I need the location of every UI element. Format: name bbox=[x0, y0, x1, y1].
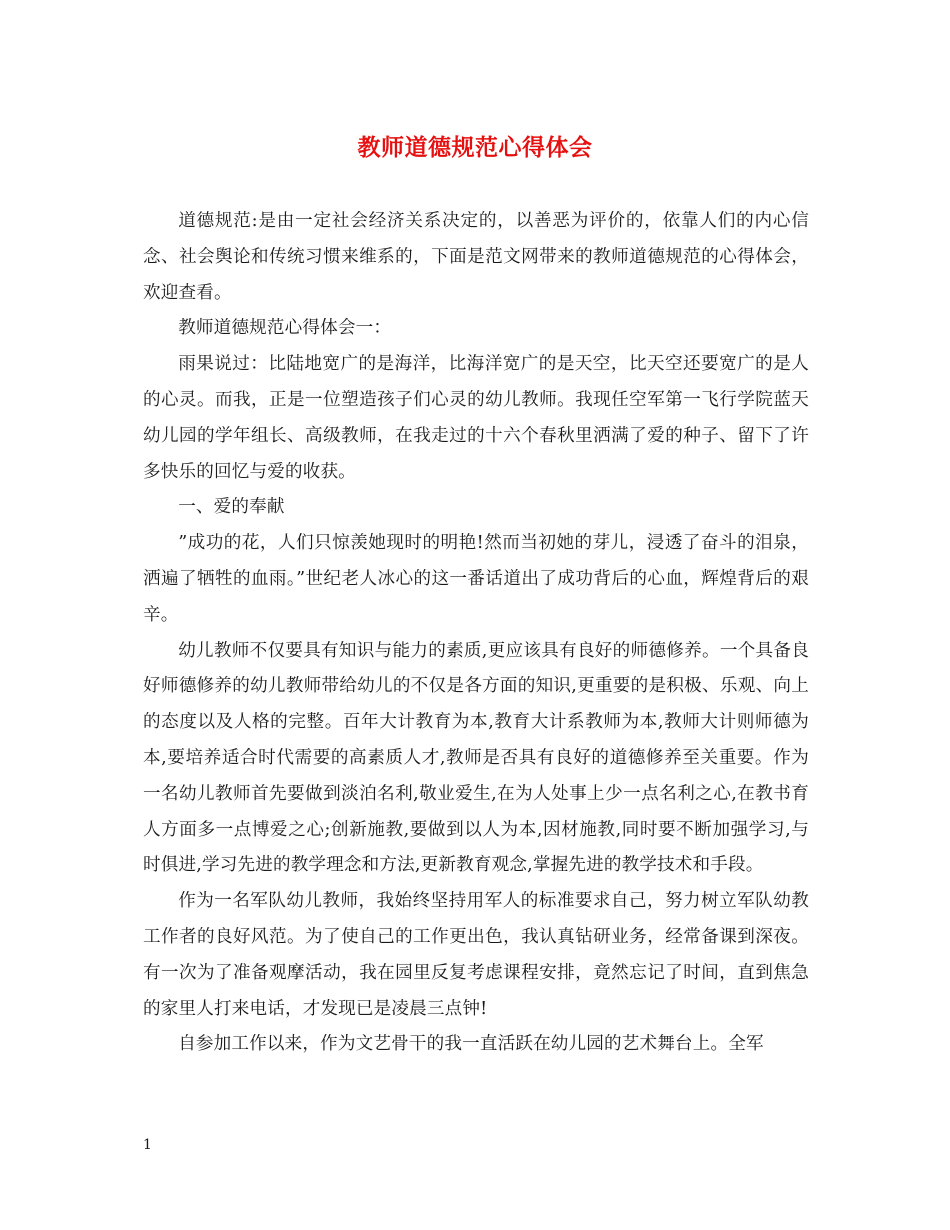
paragraph-intro: 道德规范:是由一定社会经济关系决定的，以善恶为评价的，依靠人们的内心信念、社会舆论和传统习惯来维系的，下面是范文网带来的教师道德规范的心得体会，欢迎查看。 bbox=[143, 211, 809, 303]
document-title: 教师道德规范心得体会 bbox=[357, 134, 593, 161]
document-body bbox=[143, 204, 809, 1063]
page-number: 1 bbox=[143, 1137, 152, 1153]
paragraph-military-teacher: 作为一名军队幼儿教师，我始终坚持用军人的标准要求自己，努力树立军队幼教工作者的良好风范。为了使自己的工作更出色，我认真钻研业务，经常备课到深夜。有一次为了准备观摩活动，我在园里反复考虑课程安排，竟然忘记了时间，直到焦急的家里人打来电话，才发现已是凌晨三点钟! bbox=[143, 891, 809, 1019]
paragraph-teacher-ethics: 幼儿教师不仅要具有知识与能力的素质,更应该具有良好的师德修养。一个具备良好师德修养的幼儿教师带给幼儿的不仅是各方面的知识,更重要的是积极、乐观、向上的态度以及人格的完整。百年大计教育为本,教育大计系教师为本,教师大计则师德为本,要培养适合时代需要的高素质人才,教师是否具有良好的道德修养至关重要。作为一名幼儿教师首先要做到淡泊名利,敬业爱生,在为人处事上少一点名利之心,在教书育人方面多一点博爱之心;创新施教,要做到以人为本,因材施教,同时要不断加强学习,与时俱进,学习先进的教学理念和方法,更新教育观念,掌握先进的教学技术和手段。 bbox=[143, 640, 809, 876]
paragraph-subheading-love: 一、爱的奉献 bbox=[178, 497, 285, 518]
paragraph-hugo-quote: 雨果说过：比陆地宽广的是海洋，比海洋宽广的是天空，比天空还要宽广的是人的心灵。而我，正是一位塑造孩子们心灵的幼儿教师。我现任空军第一飞行学院蓝天幼儿园的学年组长、高级教师，在我走过的十六个春秋里洒满了爱的种子、留下了许多快乐的回忆与爱的收获。 bbox=[143, 354, 809, 482]
paragraph-bingxin-quote: ”成功的花，人们只惊羡她现时的明艳!然而当初她的芽儿，浸透了奋斗的泪泉，洒遍了牺牲的血雨。”世纪老人冰心的这一番话道出了成功背后的心血，辉煌背后的艰辛。 bbox=[143, 533, 809, 625]
paragraph-section-heading: 教师道德规范心得体会一： bbox=[178, 318, 392, 339]
paragraph-arts-stage: 自参加工作以来，作为文艺骨干的我一直活跃在幼儿园的艺术舞台上。全军 bbox=[178, 1034, 764, 1055]
